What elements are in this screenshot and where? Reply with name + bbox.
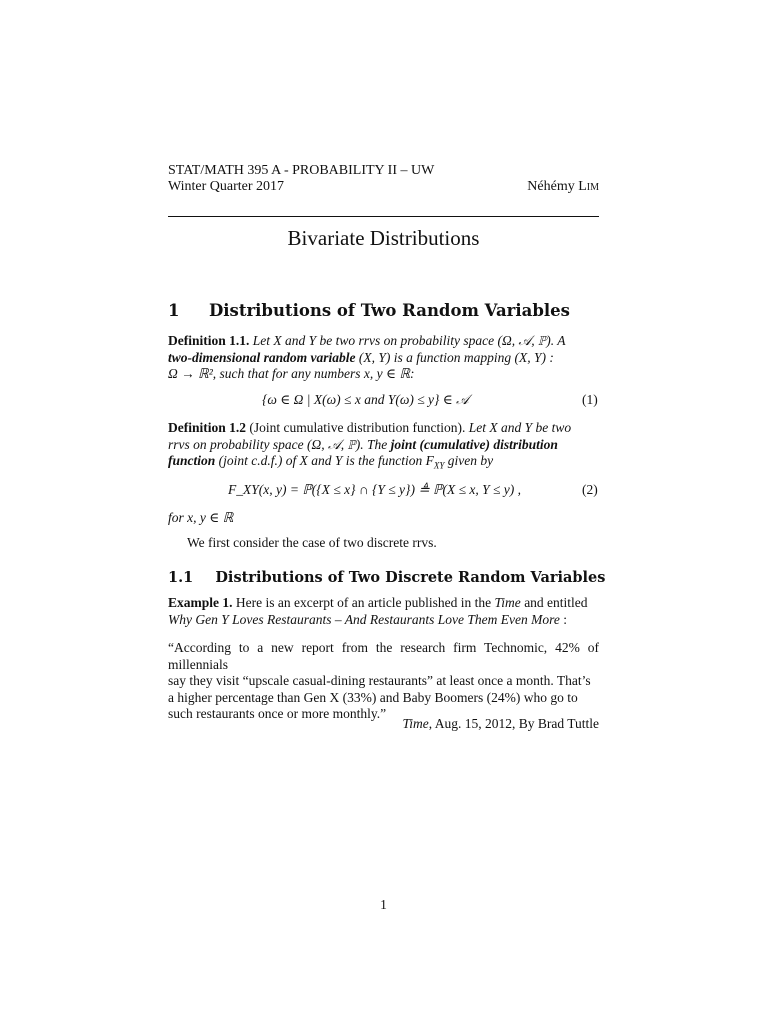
author-last-name: Lim [578,179,599,194]
section-1-title: Distributions of Two Random Variables [208,301,570,320]
def11-bold-term: two-dimensional random variable [168,349,356,365]
definition-1-2 [168,420,599,474]
def11-label: Definition 1.1. [168,333,250,348]
header-rule [168,216,599,217]
term-header: Winter Quarter 2017 [168,179,285,194]
equation-2-number: (2) [582,482,598,497]
def12-bold-term: joint (cumulative) distribution [390,436,558,452]
author-name [510,178,599,195]
def12-text3-subscript: XY [433,460,445,471]
equation-1: {ω ∈ Ω | X(ω) ≤ x and Y(ω) ≤ y} ∈ 𝒜 [262,392,469,407]
def12-text3b: given by [447,453,494,468]
section-1-heading [168,301,570,320]
course-header: STAT/MATH 395 A - PROBABILITY II – UW [168,163,435,178]
def12-bold-term-2: function [168,453,216,468]
section-1-number: 1 [168,301,180,320]
example1-label: Example 1. [168,595,233,610]
document-title: Bivariate Distributions [287,226,480,250]
def12-text2: rrvs on probability space (Ω, 𝒜, ℙ). The [168,436,388,452]
def12-label: Definition 1.2 [168,420,247,435]
section-1-1-number: 1.1 [168,569,194,586]
page-number: 1 [380,897,387,912]
example1-text: Here is an excerpt of an article published in the [235,595,492,610]
citation-source: Time [402,716,429,731]
citation [168,716,599,733]
section-1-1-title: Distributions of Two Discrete Random Variables [215,569,606,586]
example1-article-title: Why Gen Y Loves Restaurants – And Restaurants Love Them Even More [168,611,560,627]
quote-line-3: a higher percentage than Gen X (33%) and Baby Boomers (24%) who go to [168,689,578,705]
example1-colon: : [563,611,567,627]
citation-rest: , Aug. 15, 2012, By Brad Tuttle [428,716,599,731]
intro-paragraph: We first consider the case of two discrete rrvs. [187,535,437,550]
def12-after: for x, y ∈ ℝ [168,510,234,525]
quote-line-1: “According to a new report from the research firm Technomic, 42% of millennials [168,640,599,672]
equation-2: F_XY(x, y) = ℙ({X ≤ x} ∩ {Y ≤ y}) ≜ ℙ(X ≤ x, Y ≤ y) , [228,482,522,497]
example1-text2: and entitled [524,595,588,610]
quote-line-4: such restaurants once or more monthly.” [168,706,387,721]
example1-time: Time [494,595,521,610]
example-1 [168,595,599,628]
equation-1-number: (1) [582,392,598,407]
definition-1-1 [168,333,599,383]
def12-text3: (joint c.d.f.) of X and Y is the function F [218,453,434,468]
def11-text1: Let X and Y be two rrvs on probability space (Ω, 𝒜, ℙ). A [252,333,566,348]
def12-paren: (Joint cumulative distribution function). [249,420,466,435]
section-1-1-heading [168,569,605,586]
quote-line-2: say they visit “upscale casual-dining restaurants” at least once a month. That’s [168,673,591,688]
def11-text2: (X, Y) is a function mapping (X, Y) : [358,349,554,365]
def12-text1: Let X and Y be two [468,420,572,435]
quote-block [168,640,599,723]
author-first-name: Néhémy [527,179,575,194]
def11-text3: Ω → ℝ², such that for any numbers x, y ∈ ℝ: [168,366,415,381]
